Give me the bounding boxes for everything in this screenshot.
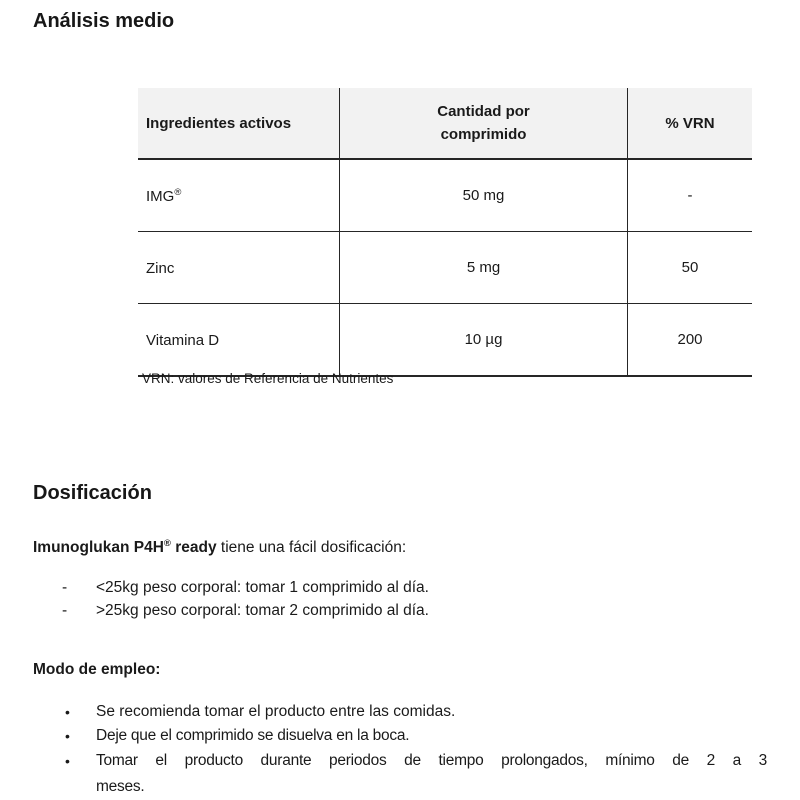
col-header-vrn: % VRN: [628, 88, 753, 159]
cell-vrn: 50: [628, 232, 753, 304]
ingredient-name: Zinc: [146, 259, 175, 277]
list-item: [65, 700, 767, 724]
cell-ingredient: [138, 304, 340, 377]
list-item: [65, 724, 767, 748]
table-header-row: [138, 88, 752, 159]
table-row: [138, 232, 752, 304]
list-item-text: <25kg peso corporal: tomar 1 comprimido al día.: [96, 579, 429, 596]
cell-ingredient: [138, 232, 340, 304]
registered-mark: ®: [163, 538, 171, 549]
list-item-text: Se recomienda tomar el producto entre las comidas.: [96, 703, 456, 720]
section-title-dosage: Dosificación: [33, 482, 152, 504]
col-header-quantity: Cantidad por comprimido: [340, 88, 628, 159]
product-name: Imunoglukan P4H: [33, 539, 164, 557]
cell-vrn: 200: [628, 304, 753, 377]
ingredient-name: Vitamina D: [146, 331, 220, 349]
ingredient-name: IMG: [146, 187, 175, 205]
list-item-text: >25kg peso corporal: tomar 2 comprimido al día.: [96, 602, 429, 619]
col-header-ingredients: Ingredientes activos: [138, 88, 340, 159]
dosage-intro: [33, 538, 406, 557]
bullet-marker: •: [65, 728, 70, 744]
cell-vrn: -: [628, 159, 753, 232]
list-item: [62, 576, 429, 599]
section-title-analysis: Análisis medio: [33, 10, 175, 32]
cell-quantity: 50 mg: [340, 159, 628, 232]
dash-marker: -: [62, 602, 68, 619]
table-row: [138, 159, 752, 232]
list-item: [62, 599, 429, 622]
list-item: [65, 748, 767, 800]
dosage-intro-text: tiene una fácil dosificación:: [216, 539, 407, 557]
usage-title: Modo de empleo:: [33, 661, 161, 678]
list-item-text-line1: Tomar el producto durante periodos de tiempo prolongados, mínimo de 2 a 3: [96, 752, 767, 769]
list-item-text: [96, 748, 767, 800]
dosage-list: [62, 576, 429, 622]
dash-marker: -: [62, 579, 68, 596]
product-name-suffix: ready: [170, 539, 217, 557]
list-item-text-line2: meses.: [96, 778, 145, 795]
usage-list: [65, 700, 767, 800]
bullet-marker: •: [65, 753, 70, 769]
bullet-marker: •: [65, 704, 70, 720]
cell-quantity: 5 mg: [340, 232, 628, 304]
cell-ingredient: [138, 159, 340, 232]
registered-mark: ®: [174, 186, 182, 198]
nutrition-table: [138, 88, 752, 377]
list-item-text: Deje que el comprimido se disuelva en la boca.: [96, 727, 410, 744]
table-row: [138, 304, 752, 377]
table-footnote: VRN: valores de Referencia de Nutrientes: [142, 371, 394, 386]
cell-quantity: 10 µg: [340, 304, 628, 377]
